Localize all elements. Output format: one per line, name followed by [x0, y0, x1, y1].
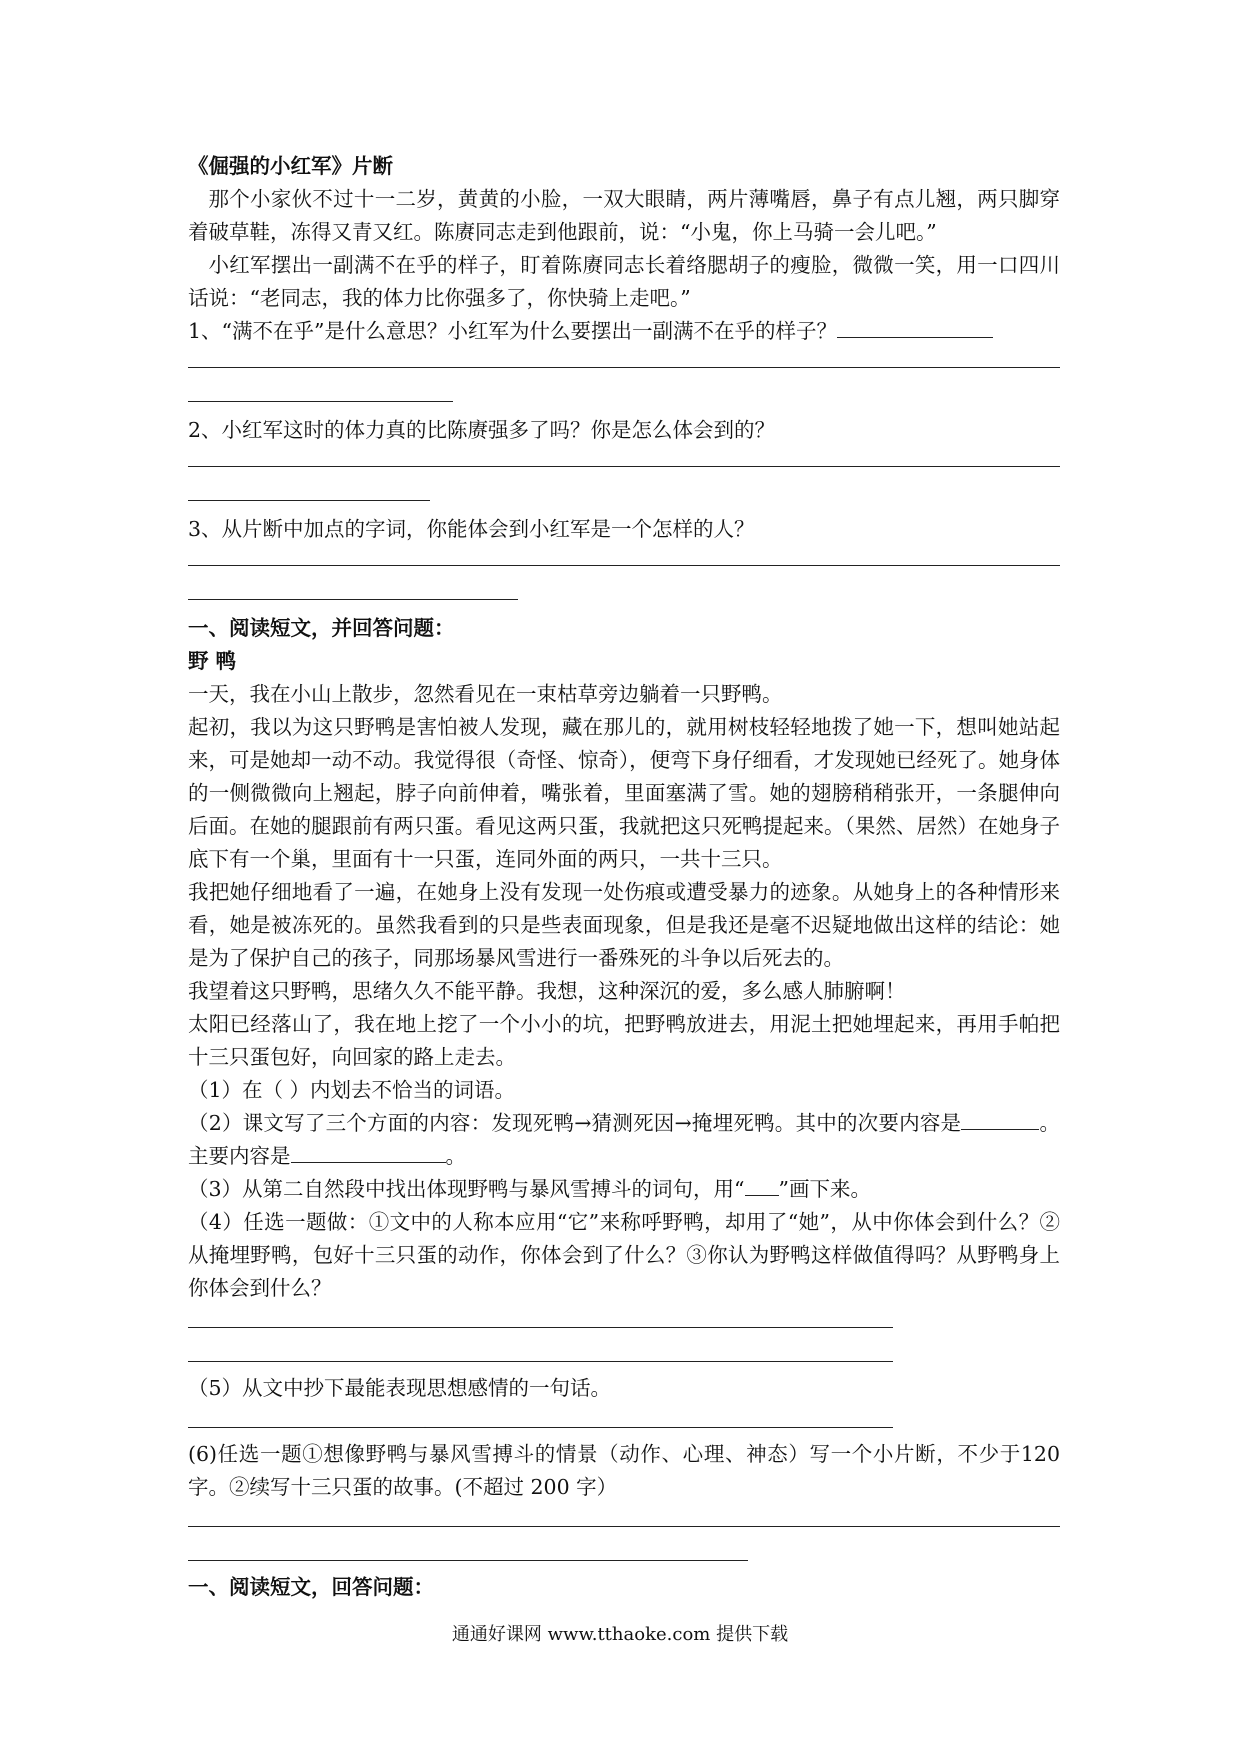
passage-paragraph: 我望着这只野鸭，思绪久久不能平静。我想，这种深沉的爱，多么感人肺腑啊！	[188, 979, 906, 1003]
section-heading: 一、阅读短文，并回答问题：	[188, 616, 455, 640]
question-3	[188, 1173, 1060, 1206]
passage-paragraph: 小红军摆出一副满不在乎的样子，盯着陈赓同志长着络腮胡子的瘦脸，微微一笑，用一口四川话说：“老同志，我的体力比你强多了，你快骑上走吧。”	[188, 253, 1060, 310]
passage-paragraph: 那个小家伙不过十一二岁，黄黄的小脸，一双大眼睛，两片薄嘴唇，鼻子有点儿翘，两只脚穿着破草鞋，冻得又青又红。陈赓同志走到他跟前，说：“小鬼，你上马骑一会儿吧。”	[188, 187, 1060, 244]
answer-blank	[837, 317, 993, 338]
question-text: 1、“满不在乎”是什么意思？小红军为什么要摆出一副满不在乎的样子？	[188, 319, 838, 343]
question-3: 3、从片断中加点的字词，你能体会到小红军是一个怎样的人？	[188, 517, 755, 541]
passage-paragraph: 一天，我在小山上散步，忽然看见在一束枯草旁边躺着一只野鸭。	[188, 682, 783, 706]
question-text: ”画下来。	[778, 1177, 872, 1201]
page-footer: 通通好课网 www.tthaoke.com 提供下载	[451, 1624, 789, 1645]
answer-line	[188, 500, 430, 501]
question-6: (6)任选一题①想像野鸭与暴风雪搏斗的情景（动作、心理、神态）写一个小片断，不少于120字。②续写十三只蛋的故事。(不超过 200 字）	[188, 1442, 1060, 1499]
passage-title-stubborn-red-army: 《倔强的小红军》片断	[188, 154, 393, 178]
question-5: （5）从文中抄下最能表现思想感情的一句话。	[188, 1376, 612, 1400]
question-text: （2）课文写了三个方面的内容：发现死鸭→猜测死因→掩埋死鸭。其中的次要内容是	[188, 1111, 962, 1135]
passage-paragraph: 我把她仔细地看了一遍，在她身上没有发现一处伤痕或遭受暴力的迹象。从她身上的各种情形来看，她是被冻死的。虽然我看到的只是些表面现象，但是我还是毫不迟疑地做出这样的结论：她是为了保护自己的孩子，同那场暴风雪进行一番殊死的斗争以后死去的。	[188, 880, 1060, 970]
section-heading: 一、阅读短文，回答问题：	[188, 1575, 434, 1599]
question-text: 。主要内容是	[188, 1111, 1061, 1168]
answer-line	[188, 565, 1060, 566]
answer-line	[188, 1361, 893, 1362]
answer-line	[188, 1427, 893, 1428]
answer-line	[188, 1560, 748, 1561]
worksheet-page	[188, 150, 1060, 1604]
question-2	[188, 1107, 1060, 1173]
passage-paragraph: 起初，我以为这只野鸭是害怕被人发现，藏在那儿的，就用树枝轻轻地拨了她一下，想叫她站起来，可是她却一动不动。我觉得很（奇怪、惊奇），便弯下身仔细看，才发现她已经死了。她身体的一侧微微向上翘起，脖子向前伸着，嘴张着，里面塞满了雪。她的翅膀稍稍张开，一条腿伸向后面。在她的腿跟前有两只蛋。看见这两只蛋，我就把这只死鸭提起来。（果然、居然）在她身子底下有一个巢，里面有十一只蛋，连同外面的两只，一共十三只。	[188, 715, 1060, 871]
underline-sample	[745, 1175, 779, 1196]
answer-line	[188, 466, 1060, 467]
question-2: 2、小红军这时的体力真的比陈赓强多了吗？你是怎么体会到的？	[188, 418, 776, 442]
answer-blank	[961, 1109, 1039, 1130]
answer-line	[188, 1526, 1060, 1527]
question-1	[188, 315, 1060, 348]
answer-line	[188, 1327, 893, 1328]
question-4: （4）任选一题做：①文中的人称本应用“它”来称呼野鸭，却用了“她”，从中你体会到什么？②从掩埋野鸭，包好十三只蛋的动作，你体会到了什么？③你认为野鸭这样做值得吗？从野鸭身上你体会到什么？	[188, 1210, 1060, 1300]
answer-line	[188, 599, 518, 600]
question-text: （3）从第二自然段中找出体现野鸭与暴风雪搏斗的词句，用“	[188, 1177, 745, 1201]
answer-blank	[291, 1142, 446, 1163]
passage-paragraph: 太阳已经落山了，我在地上挖了一个小小的坑，把野鸭放进去，用泥土把她埋起来，再用手帕把十三只蛋包好，向回家的路上走去。	[188, 1012, 1060, 1069]
passage-title-wild-duck: 野 鸭	[188, 649, 237, 673]
answer-line	[188, 367, 1060, 368]
question-text: 。	[445, 1144, 466, 1168]
answer-line	[188, 401, 453, 402]
question-1: （1）在（ ）内划去不恰当的词语。	[188, 1078, 516, 1102]
